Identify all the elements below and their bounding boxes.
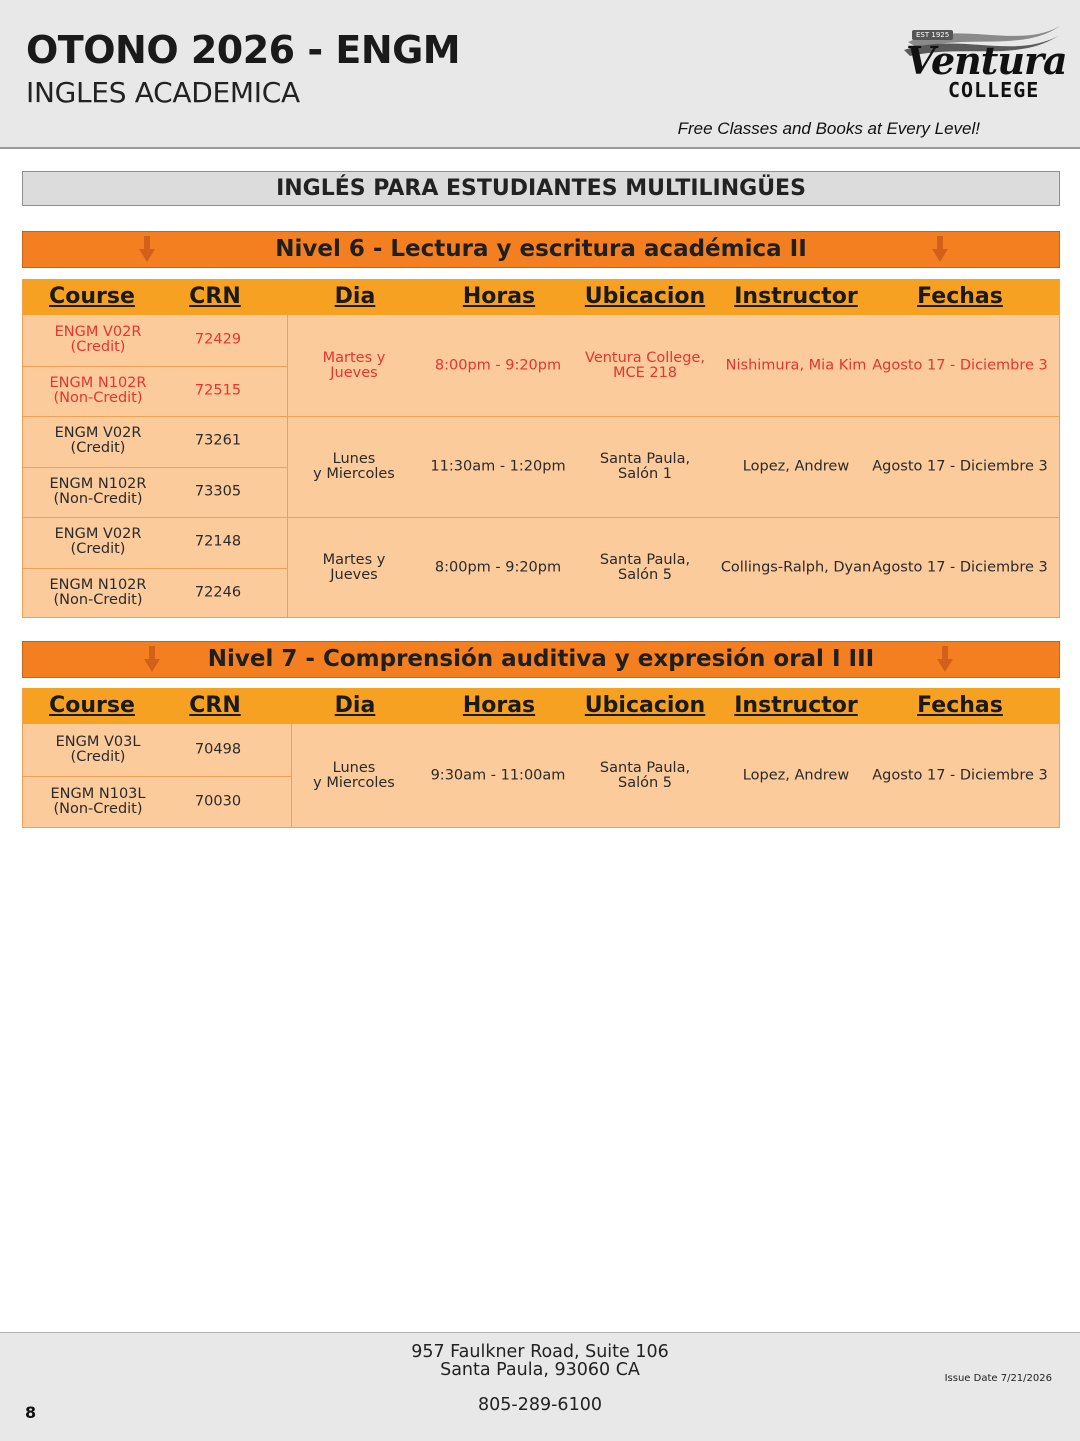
level-6-title: Nivel 6 - Lectura y escritura académica II bbox=[275, 236, 807, 262]
level-6-course-divider bbox=[23, 467, 287, 468]
page-footer bbox=[0, 1332, 1080, 1441]
level-6-course-divider bbox=[23, 366, 287, 367]
instructor: Collings-Ralph, Dyan bbox=[720, 559, 872, 575]
horas: 8:00pm - 9:20pm bbox=[434, 559, 562, 575]
page-subtitle: INGLES ACADEMICA bbox=[26, 76, 300, 109]
crn: 72148 bbox=[194, 533, 242, 550]
address-line-2: Santa Paula, 93060 CA bbox=[440, 1360, 640, 1380]
level-7-header-instructor: Instructor bbox=[734, 693, 858, 718]
level-6-header-instructor: Instructor bbox=[734, 284, 858, 309]
level-6-header-course: Course bbox=[49, 284, 135, 309]
level-7-right-arrow-icon bbox=[937, 646, 953, 672]
dia: Lunes y Miercoles bbox=[313, 450, 395, 482]
page-header bbox=[0, 0, 1080, 149]
course-code: ENGM N103L (Non-Credit) bbox=[50, 786, 146, 817]
course-code: ENGM V03L (Credit) bbox=[55, 734, 141, 765]
level-6-header-crn: CRN bbox=[189, 284, 241, 309]
course-code: ENGM N102R (Non-Credit) bbox=[49, 475, 147, 507]
course-code: ENGM N102R (Non-Credit) bbox=[49, 576, 147, 608]
logo-wordmark: Ventura bbox=[906, 38, 1067, 83]
section-title: INGLÉS PARA ESTUDIANTES MULTILINGÜES bbox=[22, 171, 1060, 206]
address-line-1: 957 Faulkner Road, Suite 106 bbox=[411, 1342, 669, 1362]
crn: 72246 bbox=[194, 584, 242, 601]
fechas: Agosto 17 - Diciembre 3 bbox=[872, 458, 1048, 474]
page-number: 8 bbox=[25, 1403, 37, 1422]
level-6-header-dia: Dia bbox=[334, 284, 376, 309]
crn: 70030 bbox=[194, 793, 242, 810]
level-7-column-divider bbox=[291, 724, 292, 827]
level-6-column-headers bbox=[22, 279, 1060, 315]
level-7-header-fechas: Fechas bbox=[917, 693, 1003, 718]
course-code: ENGM N102R (Non-Credit) bbox=[49, 374, 147, 406]
issue-date: Issue Date 7/21/2026 bbox=[944, 1373, 1052, 1384]
horas: 11:30am - 1:20pm bbox=[430, 458, 566, 474]
level-7-table bbox=[22, 724, 1060, 828]
horas: 9:30am - 11:00am bbox=[430, 767, 566, 784]
phone-number: 805-289-6100 bbox=[478, 1395, 602, 1415]
level-7-header-course: Course bbox=[49, 693, 135, 718]
crn: 70498 bbox=[194, 741, 242, 758]
fechas: Agosto 17 - Diciembre 3 bbox=[872, 357, 1048, 373]
ubicacion: Santa Paula, Salón 1 bbox=[599, 450, 691, 482]
level-6-title-bar bbox=[22, 231, 1060, 268]
instructor: Lopez, Andrew bbox=[742, 767, 850, 784]
level-7-title-bar bbox=[22, 641, 1060, 678]
course-code: ENGM V02R (Credit) bbox=[54, 526, 142, 558]
level-6-group-divider bbox=[23, 416, 1059, 417]
dia: Martes y Jueves bbox=[322, 349, 386, 381]
level-7-header-ubicacion: Ubicacion bbox=[584, 693, 706, 718]
level-6-right-arrow-icon bbox=[932, 236, 948, 262]
level-6-header-horas: Horas bbox=[462, 284, 536, 309]
ubicacion: Ventura College, MCE 218 bbox=[585, 349, 705, 381]
level-6-table bbox=[22, 315, 1060, 618]
ubicacion: Santa Paula, Salón 5 bbox=[599, 760, 691, 791]
level-6-header-ubicacion: Ubicacion bbox=[584, 284, 706, 309]
level-7-course-divider bbox=[23, 776, 291, 777]
tagline: Free Classes and Books at Every Level! bbox=[677, 119, 980, 138]
ubicacion: Santa Paula, Salón 5 bbox=[599, 551, 691, 583]
level-6-column-divider bbox=[287, 315, 288, 617]
crn: 73261 bbox=[194, 432, 242, 449]
page-title: OTONO 2026 - ENGM bbox=[26, 28, 461, 72]
fechas: Agosto 17 - Diciembre 3 bbox=[872, 767, 1048, 784]
level-6-course-divider bbox=[23, 568, 287, 569]
level-7-left-arrow-icon bbox=[144, 646, 160, 672]
crn: 73305 bbox=[194, 483, 242, 500]
level-7-header-horas: Horas bbox=[462, 693, 536, 718]
instructor: Nishimura, Mia Kim bbox=[725, 357, 867, 373]
dia: Martes y Jueves bbox=[322, 551, 386, 583]
crn: 72429 bbox=[194, 331, 242, 348]
crn: 72515 bbox=[194, 382, 242, 399]
logo-est-badge: EST 1925 bbox=[912, 30, 953, 40]
level-7-column-headers bbox=[22, 688, 1060, 724]
instructor: Lopez, Andrew bbox=[742, 458, 850, 474]
dia: Lunes y Miercoles bbox=[313, 760, 395, 791]
level-7-header-dia: Dia bbox=[334, 693, 376, 718]
level-6-header-fechas: Fechas bbox=[917, 284, 1003, 309]
level-7-header-crn: CRN bbox=[189, 693, 241, 718]
horas: 8:00pm - 9:20pm bbox=[434, 357, 562, 373]
ventura-college-logo bbox=[888, 22, 1067, 108]
course-code: ENGM V02R (Credit) bbox=[54, 425, 142, 457]
level-6-group-divider bbox=[23, 517, 1059, 518]
fechas: Agosto 17 - Diciembre 3 bbox=[872, 559, 1048, 575]
course-code: ENGM V02R (Credit) bbox=[54, 324, 142, 356]
level-7-title: Nivel 7 - Comprensión auditiva y expresión oral I III bbox=[207, 646, 875, 672]
level-6-left-arrow-icon bbox=[139, 236, 155, 262]
logo-college-text: COLLEGE bbox=[948, 78, 1040, 102]
